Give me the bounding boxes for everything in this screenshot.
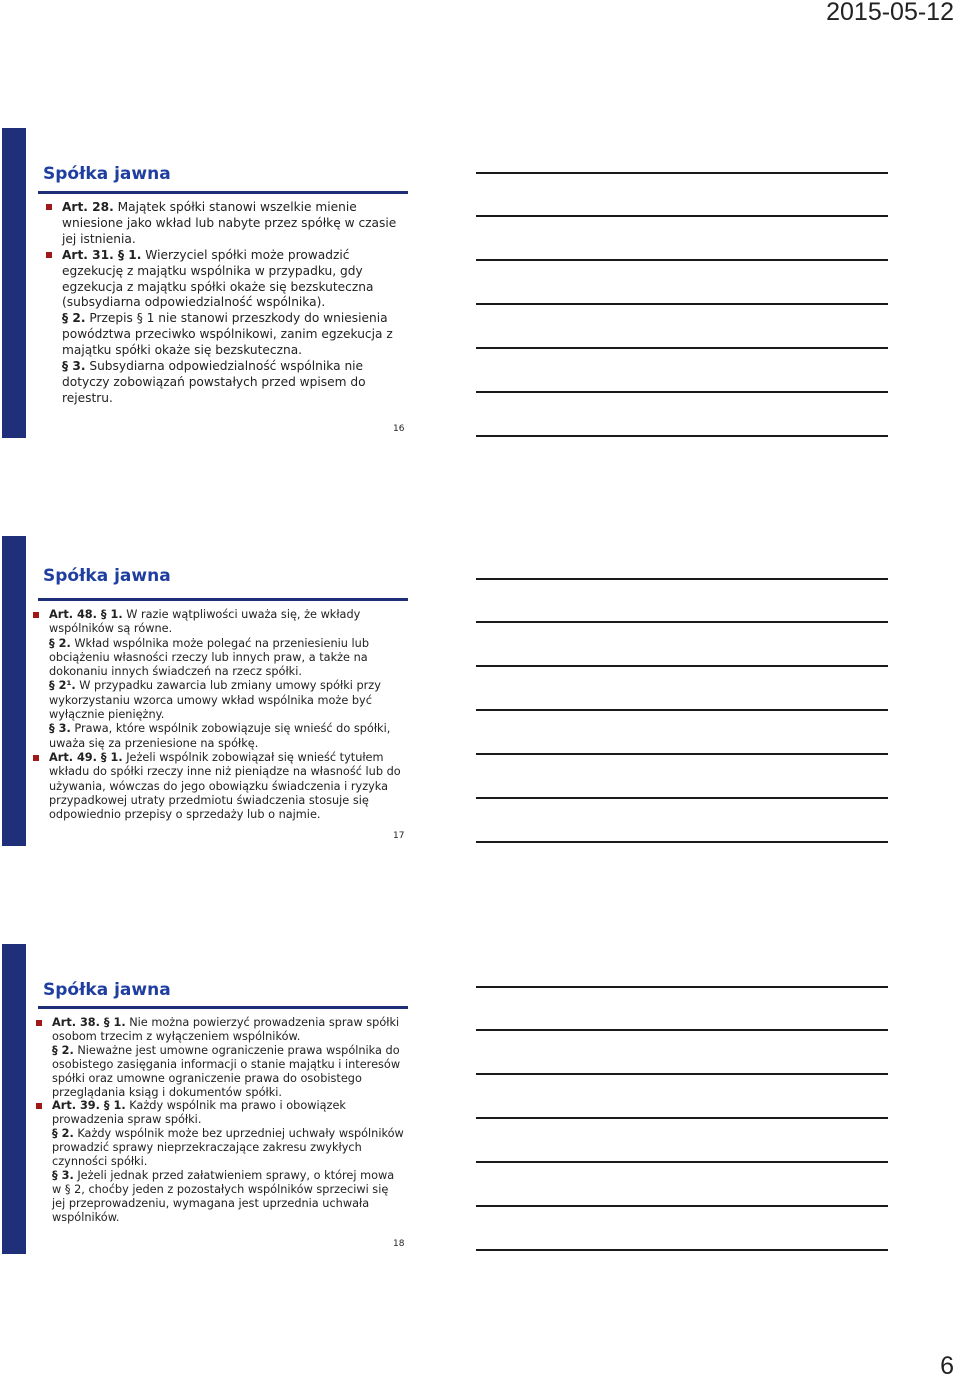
- page-number: 6: [940, 1352, 954, 1380]
- slide-number: 18: [393, 1239, 405, 1249]
- slide-body: [62, 200, 402, 407]
- note-line: [476, 1205, 888, 1207]
- bullet-square-icon: [36, 1020, 42, 1026]
- note-line: [476, 797, 888, 799]
- slide-title: Spółka jawna: [43, 980, 171, 1000]
- slide-paragraph: § 3. Subsydiarna odpowiedzialność wspólnika nie dotyczy zobowiązań powstałych przed wpisem do rejestru.: [62, 359, 366, 405]
- note-line: [476, 709, 888, 711]
- bullet-square-icon: [33, 755, 39, 761]
- note-line: [476, 435, 888, 437]
- slide-paragraph: Art. 38. § 1. Nie można powierzyć prowadzenia spraw spółki osobom trzecim z wyłączeniem wspólników.: [52, 1016, 404, 1044]
- slide-paragraph: Art. 49. § 1. Jeżeli wspólnik zobowiązał się wnieść tytułem wkładu do spółki rzeczy inne niż pieniądze na własność lub do używania, wówczas do jego obowiązku świadczenia i ryzyka przypadkowej utraty przedmiotu świadczenia stosuje się odpowiednio przepisy o sprzedaży lub o najmie.: [49, 751, 405, 822]
- note-line: [476, 986, 888, 988]
- slide-paragraph: § 2¹. W przypadku zawarcia lub zmiany umowy spółki przy wykorzystaniu wzorca umowy wkład wspólnika może być wyłącznie pieniężny.: [49, 679, 381, 722]
- slide-paragraph: § 2. Każdy wspólnik może bez uprzedniej uchwały wspólników prowadzić sprawy nieprzekraczające zakresu zwykłych czynności spółki.: [52, 1127, 404, 1169]
- slide-paragraph: § 2. Nieważne jest umowne ograniczenie prawa wspólnika do osobistego zasięgania informacji o stanie majątku i interesów spółki oraz umowne ograniczenie prawa do osobistego przeglądania ksiąg i dokumentów spółki.: [52, 1043, 401, 1099]
- note-line: [476, 1117, 888, 1119]
- note-line: [476, 391, 888, 393]
- slide-paragraph: Art. 28. Majątek spółki stanowi wszelkie mienie wniesione jako wkład lub nabyte przez spółkę w czasie jej istnienia.: [62, 200, 402, 248]
- slide-17: [0, 536, 460, 848]
- bullet-square-icon: [46, 252, 52, 258]
- note-line: [476, 1161, 888, 1163]
- note-line: [476, 753, 888, 755]
- bullet-square-icon: [33, 612, 39, 618]
- slide-paragraph: Art. 39. § 1. Każdy wspólnik ma prawo i obowiązek prowadzenia spraw spółki.: [52, 1099, 404, 1127]
- slide-accent-bar: [2, 944, 26, 1254]
- slide-paragraph: § 2. Wkład wspólnika może polegać na przeniesieniu lub obciążeniu własności rzeczy lub innych praw, a także na dokonaniu innych świadczeń na rzecz spółki.: [49, 636, 369, 679]
- slide-title: Spółka jawna: [43, 566, 171, 586]
- note-line: [476, 578, 888, 580]
- slide-title-rule: [38, 191, 408, 194]
- bullet-square-icon: [36, 1103, 42, 1109]
- slide-number: 17: [393, 831, 405, 841]
- note-line: [476, 1073, 888, 1075]
- slide-paragraph: Art. 48. § 1. W razie wątpliwości uważa się, że wkłady wspólników są równe.: [49, 608, 405, 637]
- note-line: [476, 347, 888, 349]
- slide-body: [52, 1016, 404, 1225]
- note-line: [476, 215, 888, 217]
- slide-accent-bar: [2, 536, 26, 846]
- slide-title-rule: [38, 1006, 408, 1009]
- note-line: [476, 259, 888, 261]
- slide-title: Spółka jawna: [43, 164, 171, 184]
- note-line: [476, 665, 888, 667]
- note-line: [476, 1249, 888, 1251]
- note-line: [476, 1029, 888, 1031]
- bullet-square-icon: [46, 204, 52, 210]
- slide-paragraph: § 2. Przepis § 1 nie stanowi przeszkody do wniesienia powództwa przeciwko wspólnikowi, zanim egzekucja z majątku spółki okaże się bezskuteczna.: [62, 311, 393, 358]
- note-line: [476, 841, 888, 843]
- slide-paragraph: § 3. Jeżeli jednak przed załatwieniem sprawy, o której mowa w § 2, choćby jeden z pozostałych wspólników sprzeciwi się jej przeprowadzeniu, wymagana jest uprzednia uchwała wspólników.: [52, 1168, 395, 1224]
- slide-body: [49, 608, 405, 822]
- slide-paragraph: Art. 31. § 1. Wierzyciel spółki może prowadzić egzekucję z majątku wspólnika w przypadku, gdy egzekucja z majątku spółki okaże się bezskuteczna (subsydiarna odpowiedzialność wspólnika).: [62, 248, 402, 312]
- slide-16: [0, 128, 460, 440]
- note-line: [476, 621, 888, 623]
- slide-accent-bar: [2, 128, 26, 438]
- note-line: [476, 303, 888, 305]
- slide-number: 16: [393, 424, 405, 434]
- slide-18: [0, 944, 460, 1256]
- header-date: 2015-05-12: [826, 0, 954, 26]
- slide-paragraph: § 3. Prawa, które wspólnik zobowiązuje się wnieść do spółki, uważa się za przeniesione na spółkę.: [49, 722, 391, 750]
- note-line: [476, 172, 888, 174]
- slide-title-rule: [38, 598, 408, 601]
